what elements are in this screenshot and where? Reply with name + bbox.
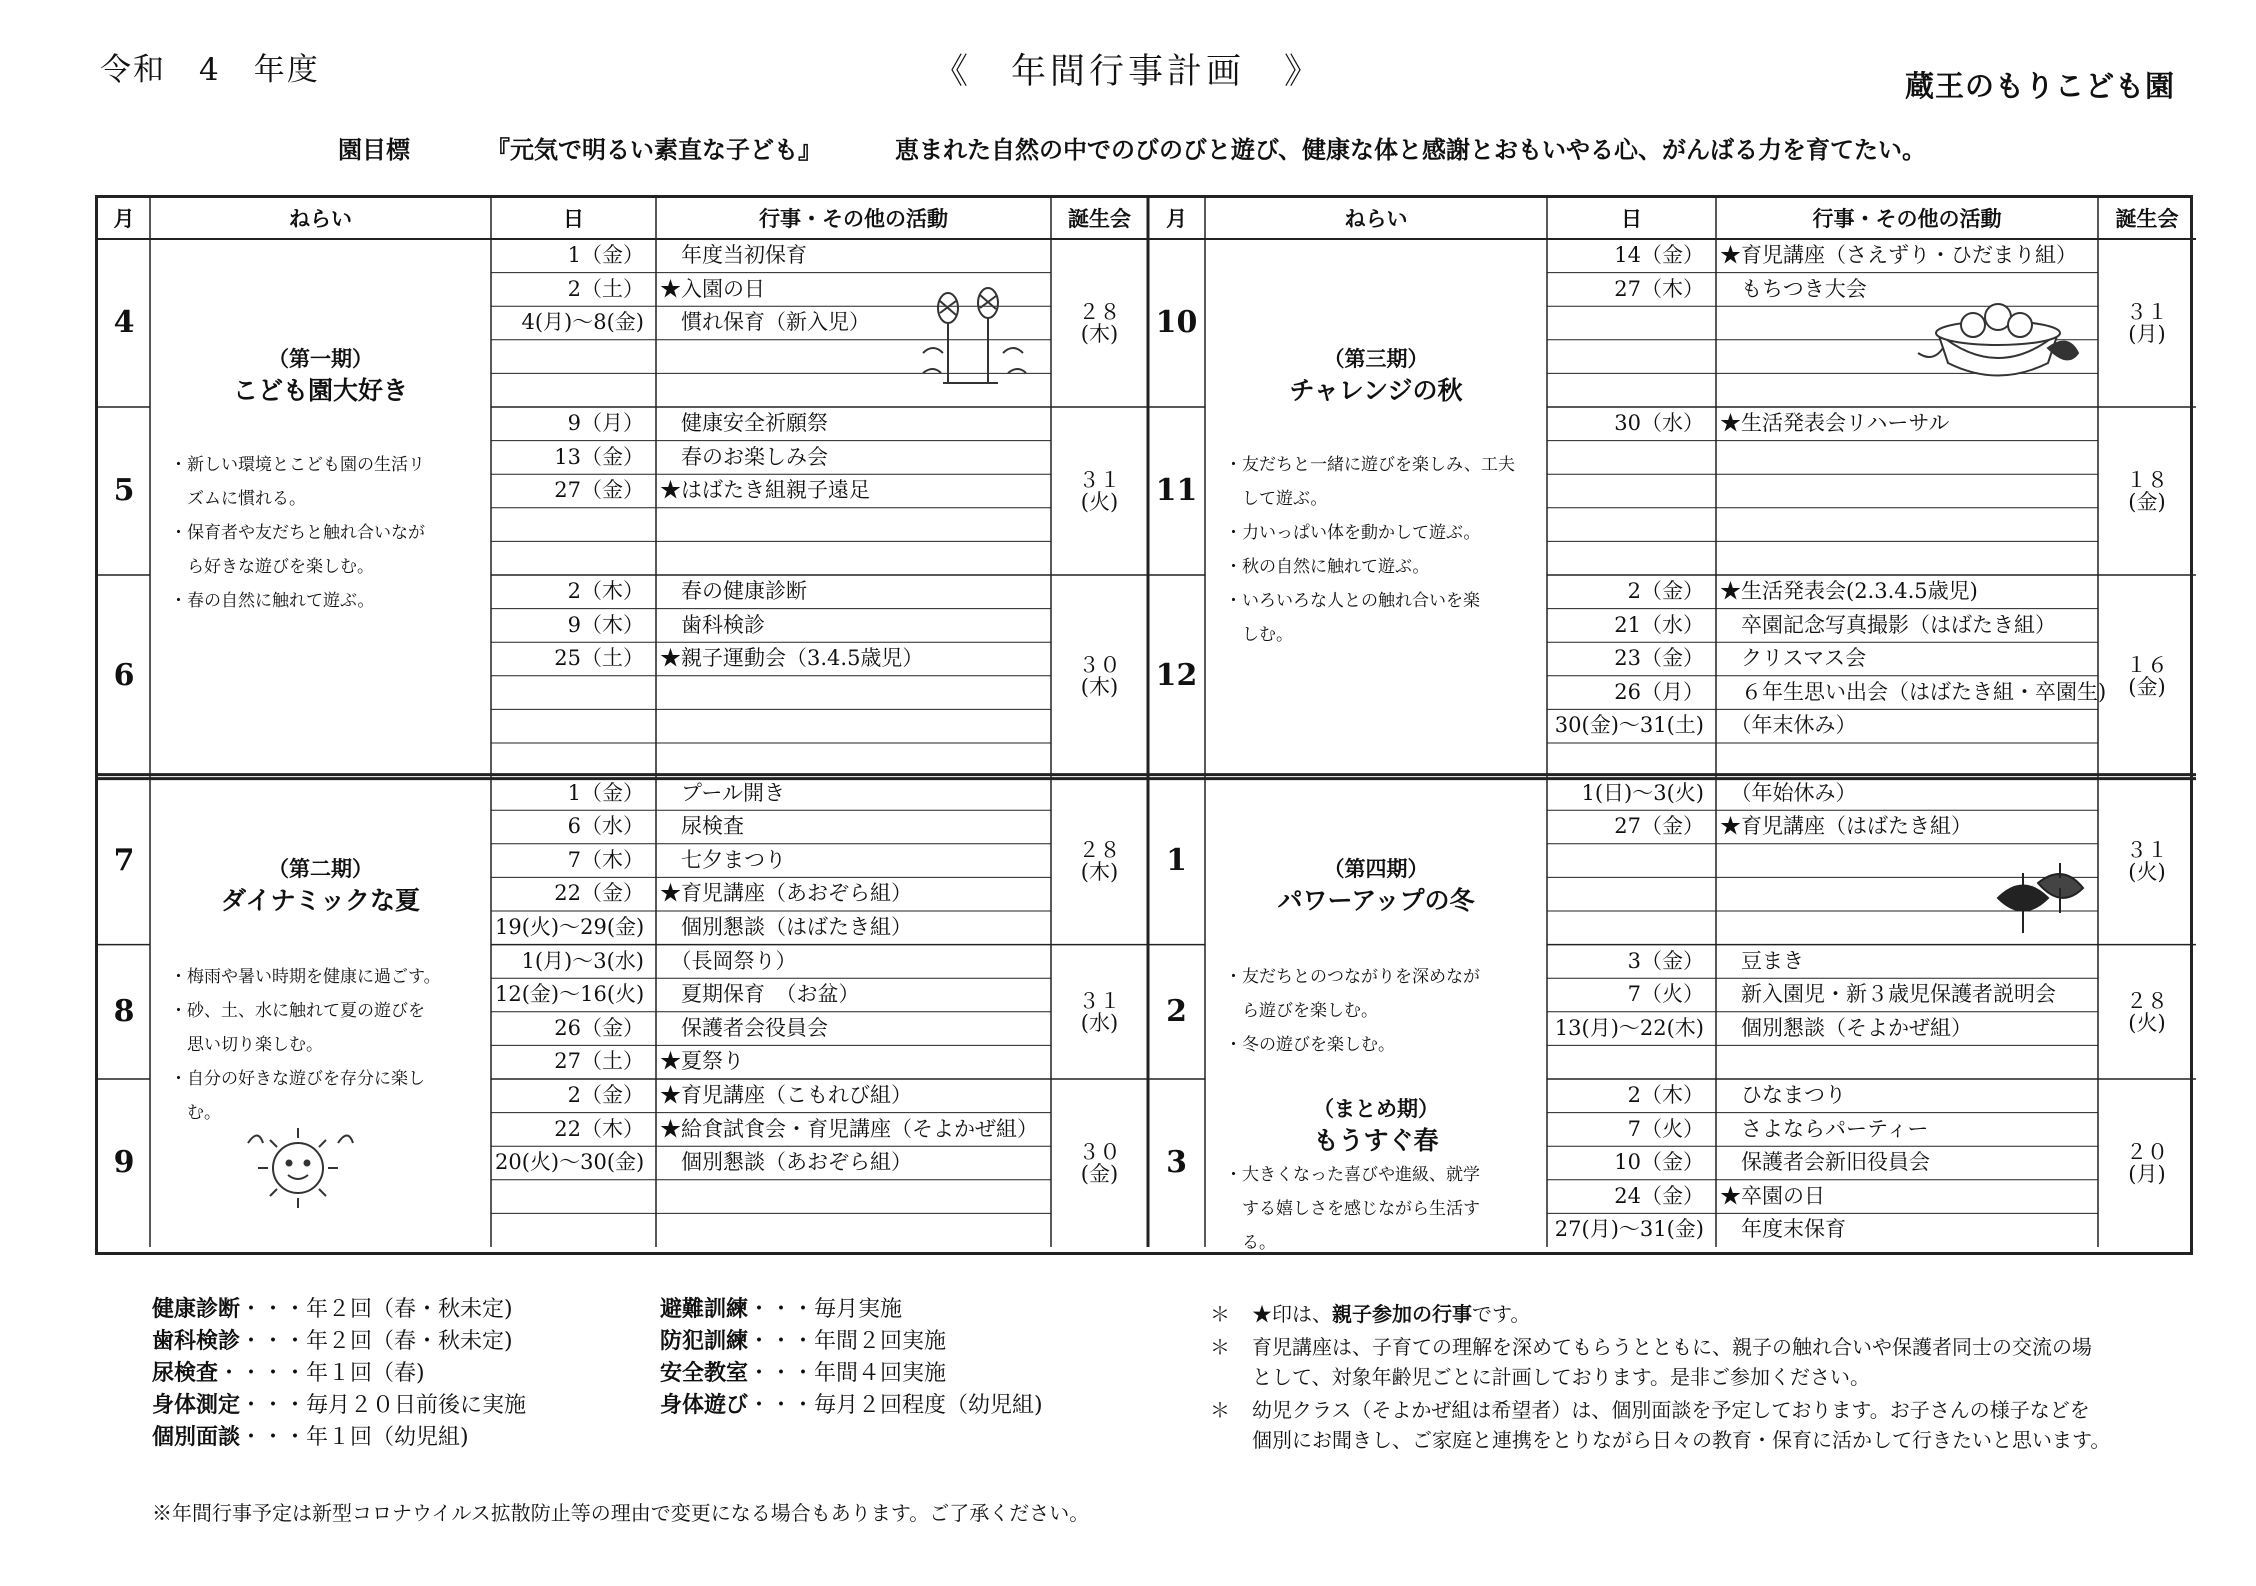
event-date: 14（金） <box>1614 243 1704 267</box>
mochi-pounding-icon <box>1898 283 2098 383</box>
note-line: 育児講座は、子育ての理解を深めてもらうとともに、親子の触れ合いや保護者同士の交流の場 <box>1252 1335 2092 1359</box>
event-name: （年末休み） <box>1720 713 1857 738</box>
event-date: 27（土） <box>554 1049 644 1074</box>
event-name: 年度末保育 <box>1720 1217 1846 1242</box>
event-name: ★卒園の日 <box>1720 1183 1825 1208</box>
goal-motto: 『元気で明るい素直な子ども』 <box>486 135 822 164</box>
period-theme-p3: チャレンジの秋 <box>1289 376 1463 405</box>
event-date: 20(火)～30(金) <box>495 1150 645 1175</box>
event-date: 1(月)～3(水) <box>521 948 644 973</box>
event-name: （長岡祭り） <box>660 948 797 973</box>
school-name: 蔵王のもりこども園 <box>1905 69 2176 103</box>
period-aim-p3: ・友だちと一緒に遊びを楽しみ、工夫 <box>1225 455 1516 475</box>
month-2: 2 <box>1166 993 1187 1029</box>
event-name: ★給食試食会・育児講座（そよかぜ組） <box>660 1116 1038 1141</box>
event-date: 27(月)～31(金) <box>1554 1217 1704 1242</box>
event-date: 27（金） <box>554 478 644 503</box>
period-aim-p2: ・砂、土、水に触れて夏の遊びを <box>170 1001 425 1021</box>
event-date: 24（金） <box>1614 1183 1704 1208</box>
event-name: 尿検査 <box>660 814 744 839</box>
event-name: ★夏祭り <box>660 1049 744 1074</box>
birthday-1: ３１ (火) <box>2126 837 2168 884</box>
event-date: 13(月)～22(木) <box>1554 1015 1704 1040</box>
event-name: 年度当初保育 <box>660 243 807 267</box>
event-name: ★育児講座（こもれび組） <box>660 1083 912 1107</box>
smiling-sun-icon <box>238 1113 358 1223</box>
event-date: 19(火)～29(金) <box>495 915 645 939</box>
period-aim-p4: ・友だちとのつながりを深めなが <box>1225 967 1480 987</box>
period-term-p2: （第二期） <box>268 856 373 881</box>
event-date: 9（木） <box>567 612 644 637</box>
event-name: ★生活発表会(2.3.4.5歳児) <box>1720 579 1978 603</box>
month-5: 5 <box>113 473 135 508</box>
event-name: ６年生思い出会（はばたき組・卒園生) <box>1720 679 2107 704</box>
event-date: 22（金） <box>554 881 644 906</box>
event-date: 2（金） <box>567 1083 644 1107</box>
event-name: 春の健康診断 <box>660 579 807 603</box>
fiscal-year: 令和 4 年度 <box>100 52 320 88</box>
period-term-p4: （第四期） <box>1323 856 1429 881</box>
disclaimer: ※年間行事予定は新型コロナウイルス拡散防止等の理由で変更になる場合もあります。ご了承ください。 <box>152 1501 1090 1525</box>
event-date: 26（月） <box>1614 679 1704 704</box>
event-name: 卒園記念写真撮影（はばたき組） <box>1720 612 2056 637</box>
note-line: ★印は、親子参加の行事です。 <box>1252 1302 1531 1326</box>
event-date: 23（金） <box>1614 646 1704 671</box>
tulip-sprout-icon <box>903 283 1038 393</box>
month-9: 9 <box>113 1145 135 1180</box>
birthday-4: ２８ (木) <box>1078 300 1121 347</box>
event-date: 10（金） <box>1614 1150 1704 1175</box>
event-name: 個別懇談（あおぞら組） <box>660 1150 912 1175</box>
event-date: 7（火） <box>1627 1116 1704 1141</box>
note-bullet: ＊ <box>1210 1398 1230 1422</box>
period-term-p1: （第一期） <box>268 346 373 371</box>
event-date: 1（金） <box>567 243 644 267</box>
event-date: 4(月)～8(金) <box>521 310 644 335</box>
column-header-aim: ねらい <box>289 206 352 231</box>
period-aim-p3: しむ。 <box>1225 625 1293 645</box>
event-date: 1(日)～3(火) <box>1581 780 1704 805</box>
event-name: ひなまつり <box>1720 1083 1846 1107</box>
period-theme-p4: パワーアップの冬 <box>1277 886 1475 915</box>
column-header-day: 日 <box>1621 206 1642 231</box>
safety-item: 防犯訓練・・・年間２回実施 <box>660 1328 947 1354</box>
period-aim-p2: む。 <box>170 1103 221 1123</box>
event-name: 慣れ保育（新入児） <box>660 310 870 335</box>
event-name: ★育児講座（あおぞら組） <box>660 881 912 906</box>
period-theme-p5: もうすぐ春 <box>1313 1126 1439 1155</box>
event-date: 7（火） <box>1627 982 1704 1007</box>
period-term-p3: （第三期） <box>1323 346 1429 371</box>
month-4: 4 <box>113 305 135 340</box>
month-7: 7 <box>113 842 135 878</box>
note-line: 幼児クラス（そよかぜ組は希望者）は、個別面談を予定しております。お子さんの様子などを <box>1252 1398 2090 1422</box>
column-header-aim: ねらい <box>1344 206 1408 231</box>
event-date: 26（金） <box>554 1015 644 1040</box>
event-name: さよならパーティー <box>1720 1116 1929 1141</box>
period-aim-p2: ・梅雨や暑い時期を健康に過ごす。 <box>170 967 441 987</box>
event-date: 3（金） <box>1627 948 1704 973</box>
period-theme-p2: ダイナミックな夏 <box>220 886 420 915</box>
event-date: 6（水） <box>567 814 644 839</box>
event-name: 新入園児・新３歳児保護者説明会 <box>1720 982 2056 1007</box>
event-name: ★入園の日 <box>660 276 765 301</box>
note-line: として、対象年齢児ごとに計画しております。是非ご参加ください。 <box>1252 1365 1870 1389</box>
checkup-item: 歯科検診・・・年２回（春・秋未定) <box>152 1328 513 1354</box>
safety-item: 身体遊び・・・毎月２回程度（幼児組) <box>660 1392 1043 1418</box>
note-bullet: ＊ <box>1210 1335 1230 1359</box>
period-aim-p5: ・大きくなった喜びや進級、就学 <box>1225 1165 1480 1185</box>
event-name: （年始休み） <box>1720 780 1857 805</box>
period-aim-p3: ・力いっぱい体を動かして遊ぶ。 <box>1225 523 1481 543</box>
column-header-month: 月 <box>113 206 135 231</box>
spinning-top-icon <box>1978 858 2098 948</box>
period-aim-p4: ・冬の遊びを楽しむ。 <box>1225 1035 1395 1055</box>
event-name: 春のお楽しみ会 <box>660 444 828 469</box>
event-name: 七夕まつり <box>660 847 786 872</box>
month-12: 12 <box>1155 657 1198 693</box>
birthday-6: ３０ (木) <box>1078 652 1121 699</box>
page-title: 《 年間行事計画 》 <box>932 52 1323 92</box>
period-theme-p1: こども園大好き <box>232 376 408 405</box>
column-header-birthday: 誕生会 <box>2115 206 2179 231</box>
column-header-events: 行事・その他の活動 <box>759 206 948 231</box>
checkup-item: 尿検査・・・・年１回（春) <box>152 1360 425 1386</box>
column-header-events: 行事・その他の活動 <box>1812 206 2002 231</box>
event-date: 22（木） <box>554 1116 644 1141</box>
event-date: 2（木） <box>1627 1083 1704 1107</box>
month-8: 8 <box>113 993 135 1029</box>
column-header-month: 月 <box>1166 206 1187 231</box>
event-date: 9（月） <box>567 411 644 435</box>
period-term-p5: （まとめ期） <box>1313 1096 1439 1121</box>
birthday-11: １８ (金) <box>2126 468 2168 515</box>
checkup-item: 身体測定・・・毎月２０日前後に実施 <box>152 1392 527 1418</box>
event-name: 個別懇談（そよかぜ組） <box>1720 1015 1972 1040</box>
event-date: 13（金） <box>554 444 644 469</box>
birthday-9: ３０ (金) <box>1078 1140 1121 1187</box>
period-aim-p1: ・新しい環境とこども園の生活リ <box>170 455 425 475</box>
event-date: 27（金） <box>1614 814 1704 839</box>
checkup-item: 個別面談・・・年１回（幼児組) <box>152 1424 469 1450</box>
column-header-day: 日 <box>563 206 584 231</box>
event-name: ★育児講座（さえずり・ひだまり組） <box>1720 243 2077 267</box>
event-date: 27（木） <box>1614 276 1704 301</box>
note-bullet: ＊ <box>1210 1302 1230 1326</box>
birthday-10: ３１ (月) <box>2126 300 2168 347</box>
month-6: 6 <box>113 657 135 693</box>
event-name: ★はばたき組親子遠足 <box>660 478 870 503</box>
birthday-2: ２８ (火) <box>2126 988 2168 1035</box>
event-name: 保護者会新旧役員会 <box>1720 1150 1930 1175</box>
period-aim-p1: ・保育者や友だちと触れ合いなが <box>170 523 425 543</box>
event-date: 12(金)～16(火) <box>495 982 645 1007</box>
period-aim-p5: する嬉しさを感じながら生活す <box>1225 1199 1480 1219</box>
annual-plan-table <box>95 195 2193 1255</box>
birthday-5: ３１ (火) <box>1078 468 1121 515</box>
event-date: 25（土） <box>554 646 644 671</box>
event-date: 30(金)～31(土) <box>1554 713 1704 738</box>
event-date: 2（金） <box>1627 579 1704 603</box>
event-date: 2（土） <box>567 276 644 301</box>
period-aim-p2: 思い切り楽しむ。 <box>170 1035 323 1055</box>
month-11: 11 <box>1155 473 1198 508</box>
birthday-12: １６ (金) <box>2126 652 2168 699</box>
event-name: 夏期保育 （お盆） <box>660 982 860 1007</box>
month-3: 3 <box>1166 1145 1187 1180</box>
event-name: ★親子運動会（3.4.5歳児） <box>660 646 924 671</box>
period-aim-p1: ・春の自然に触れて遊ぶ。 <box>170 591 375 611</box>
checkup-item: 健康診断・・・年２回（春・秋未定) <box>152 1296 513 1322</box>
period-aim-p3: ・秋の自然に触れて遊ぶ。 <box>1225 557 1430 577</box>
birthday-3: ２０ (月) <box>2126 1140 2168 1187</box>
event-date: 7（木） <box>567 847 644 872</box>
event-date: 1（金） <box>567 780 644 805</box>
period-aim-p1: ズムに慣れる。 <box>170 489 306 509</box>
event-name: クリスマス会 <box>1720 646 1867 671</box>
event-date: 30（水） <box>1614 411 1704 435</box>
safety-item: 避難訓練・・・毎月実施 <box>660 1296 903 1322</box>
period-aim-p3: して遊ぶ。 <box>1225 489 1328 509</box>
period-aim-p5: る。 <box>1225 1233 1276 1253</box>
note-line: 個別にお聞きし、ご家庭と連携をとりながら日々の教育・保育に活かして行きたいと思います。 <box>1252 1428 2111 1452</box>
birthday-8: ３１ (水) <box>1078 988 1121 1035</box>
event-date: 21（水） <box>1614 612 1704 637</box>
safety-item: 安全教室・・・年間４回実施 <box>660 1360 947 1386</box>
birthday-7: ２８ (木) <box>1078 837 1121 884</box>
event-name: ★生活発表会リハーサル <box>1720 411 1950 435</box>
event-name: 歯科検診 <box>660 612 765 637</box>
event-date: 2（木） <box>567 579 644 603</box>
event-name: 健康安全祈願祭 <box>660 411 828 435</box>
event-name: プール開き <box>660 780 785 805</box>
goal-text: 恵まれた自然の中でのびのびと遊び、健康な体と感謝とおもいやる心、がんばる力を育てたい。 <box>895 135 1927 164</box>
period-aim-p4: ら遊びを楽しむ。 <box>1225 1001 1378 1021</box>
month-1: 1 <box>1166 842 1187 878</box>
period-aim-p1: ら好きな遊びを楽しむ。 <box>170 557 374 577</box>
period-aim-p3: ・いろいろな人との触れ合いを楽 <box>1225 591 1480 611</box>
event-name: 豆まき <box>1720 948 1804 973</box>
goal-label: 園目標 <box>338 135 410 164</box>
event-name: 個別懇談（はばたき組） <box>660 915 912 939</box>
column-header-birthday: 誕生会 <box>1068 206 1131 231</box>
event-name: もちつき大会 <box>1720 276 1867 301</box>
event-name: 保護者会役員会 <box>660 1015 828 1040</box>
event-name: ★育児講座（はばたき組） <box>1720 814 1972 839</box>
month-10: 10 <box>1155 305 1198 340</box>
period-aim-p2: ・自分の好きな遊びを存分に楽し <box>170 1069 425 1089</box>
